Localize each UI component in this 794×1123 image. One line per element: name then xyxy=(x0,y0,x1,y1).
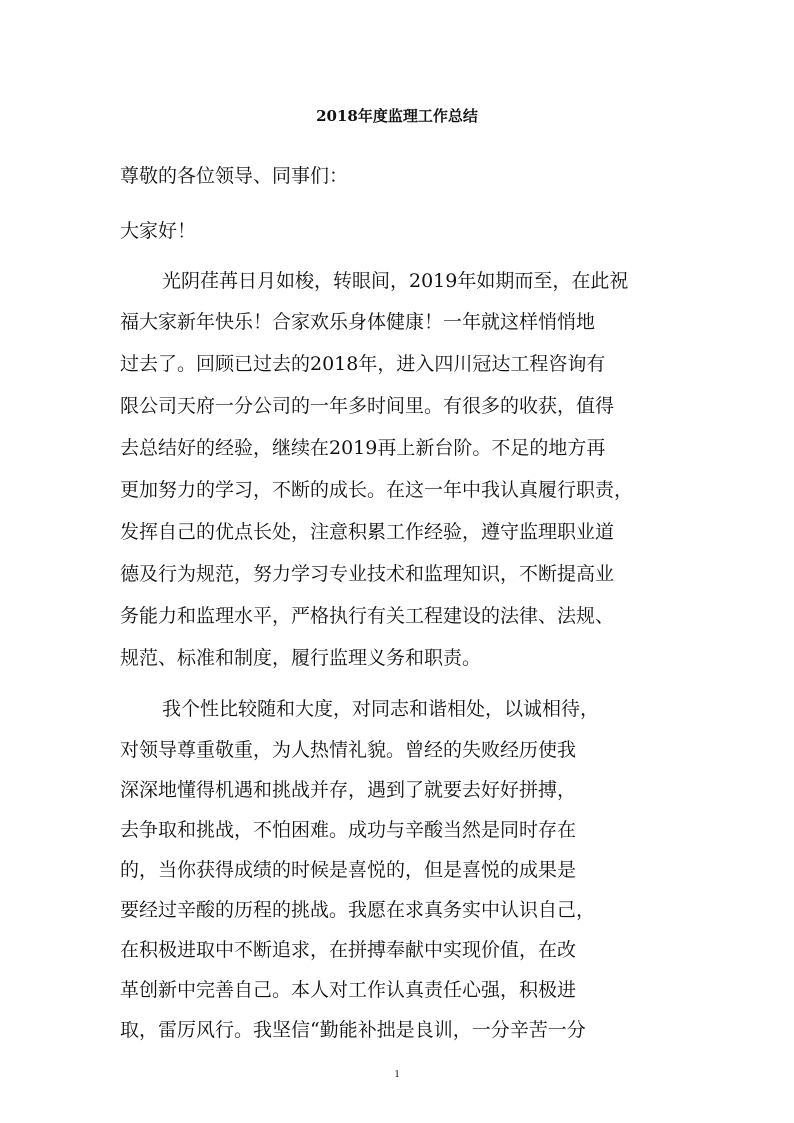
paragraph-line: 更加努力的学习，不断的成长。在这一年中我认真履行职责， xyxy=(120,479,634,501)
paragraph-line: 革创新中完善自己。本人对工作认真责任心强，积极进 xyxy=(120,979,577,1001)
paragraph-line: 限公司天府一分公司的一年多时间里。有很多的收获，值得 xyxy=(120,395,615,417)
paragraph-line: 去争取和挑战，不怕困难。成功与辛酸当然是同时存在 xyxy=(120,819,577,841)
document-title: 2018年度监理工作总结 xyxy=(316,107,478,125)
paragraph-line: 过去了。回顾已过去的2018年，进入四川冠达工程咨询有 xyxy=(120,353,606,375)
paragraph-line: 在积极进取中不断追求，在拼搏奉献中实现价值，在改 xyxy=(120,939,577,961)
paragraph-line: 德及行为规范，努力学习专业技术和监理知识，不断提高业 xyxy=(120,563,615,585)
paragraph-line: 去总结好的经验，继续在2019再上新台阶。不足的地方再 xyxy=(120,437,606,459)
paragraph-line: 光阴荏苒日月如梭，转眼间，2019年如期而至，在此祝 xyxy=(162,270,629,292)
paragraph-line: 取，雷厉风行。我坚信“勤能补拙是良训，一分辛苦一分 xyxy=(120,1019,586,1041)
paragraph-line: 深深地懂得机遇和挑战并存，遇到了就要去好好拼搏， xyxy=(120,779,577,801)
paragraph-line: 对领导尊重敬重，为人热情礼貌。曾经的失败经历使我 xyxy=(120,739,577,761)
paragraph-line: 发挥自己的优点长处，注意积累工作经验，遵守监理职业道 xyxy=(120,521,615,543)
paragraph-line: 我个性比较随和大度，对同志和谐相处，以诚相待， xyxy=(162,698,600,720)
paragraph-line: 要经过辛酸的历程的挑战。我愿在求真务实中认识自己， xyxy=(120,899,596,921)
paragraph-line: 福大家新年快乐！合家欢乐身体健康！一年就这样悄悄地 xyxy=(120,311,596,333)
paragraph-line: 务能力和监理水平，严格执行有关工程建设的法律、法规、 xyxy=(120,605,615,627)
salutation: 尊敬的各位领导、同事们： xyxy=(120,165,349,187)
page-number: 1 xyxy=(394,1068,400,1080)
paragraph-line: 的，当你获得成绩的时候是喜悦的，但是喜悦的成果是 xyxy=(120,859,577,881)
greeting: 大家好！ xyxy=(120,220,197,242)
paragraph-line: 规范、标准和制度，履行监理义务和职责。 xyxy=(120,647,482,669)
